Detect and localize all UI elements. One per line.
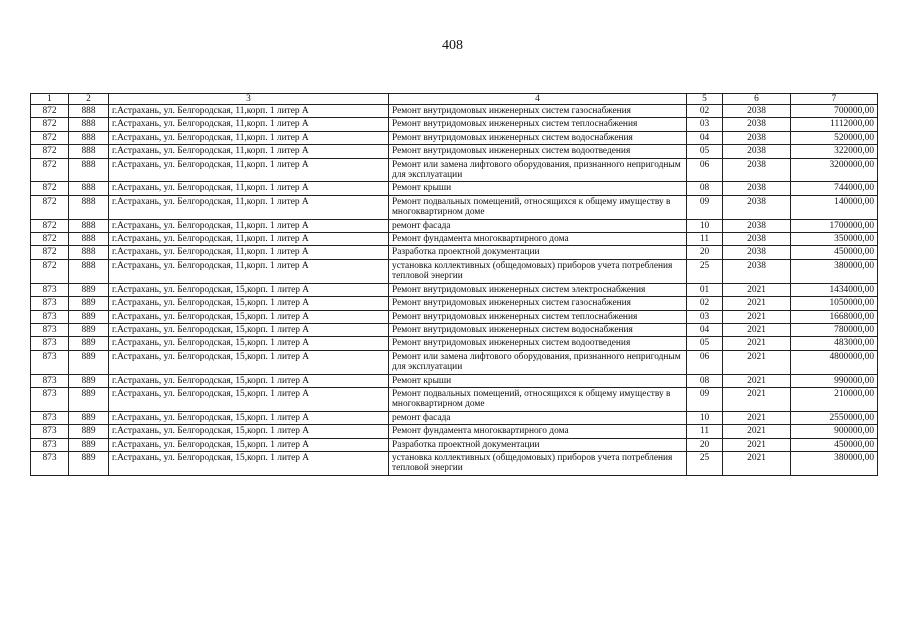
page-number: 408 <box>442 38 463 53</box>
cell-record-number: 873 <box>31 411 69 424</box>
cell-work-type: Ремонт внутридомовых инженерных систем водоотведения <box>389 337 687 350</box>
cell-work-type: Ремонт внутридомовых инженерных систем водоотведения <box>389 145 687 158</box>
cell-address: г.Астрахань, ул. Белгородская, 15,корп. 1 литер А <box>109 425 389 438</box>
cell-work-type: установка коллективных (общедомовых) приборов учета потребления тепловой энергии <box>389 259 687 283</box>
cell-work-type: ремонт фасада <box>389 219 687 232</box>
table-row <box>31 337 878 350</box>
cell-cost: 380000,00 <box>791 451 878 475</box>
cell-year: 2021 <box>723 387 791 411</box>
cell-house-id: 889 <box>69 337 109 350</box>
cell-house-id: 888 <box>69 195 109 219</box>
column-header: 1 <box>31 94 69 105</box>
cell-year: 2021 <box>723 323 791 336</box>
table-row <box>31 145 878 158</box>
cell-address: г.Астрахань, ул. Белгородская, 11,корп. 1 литер А <box>109 195 389 219</box>
cell-record-number: 872 <box>31 233 69 246</box>
cell-house-id: 889 <box>69 451 109 475</box>
cell-address: г.Астрахань, ул. Белгородская, 15,корп. 1 литер А <box>109 297 389 310</box>
cell-year: 2021 <box>723 425 791 438</box>
cell-house-id: 889 <box>69 387 109 411</box>
cell-cost: 1050000,00 <box>791 297 878 310</box>
cell-address: г.Астрахань, ул. Белгородская, 15,корп. 1 литер А <box>109 310 389 323</box>
table-row <box>31 451 878 475</box>
table-row <box>31 323 878 336</box>
cell-record-number: 873 <box>31 310 69 323</box>
cell-year: 2038 <box>723 246 791 259</box>
cell-record-number: 872 <box>31 246 69 259</box>
cell-house-id: 888 <box>69 105 109 118</box>
column-header: 4 <box>389 94 687 105</box>
cell-address: г.Астрахань, ул. Белгородская, 11,корп. 1 литер А <box>109 246 389 259</box>
cell-work-type: Ремонт или замена лифтового оборудования, признанного непригодным для эксплуатации <box>389 350 687 374</box>
cell-house-id: 888 <box>69 246 109 259</box>
cell-work-type: Ремонт внутридомовых инженерных систем газоснабжения <box>389 297 687 310</box>
cell-year: 2038 <box>723 105 791 118</box>
cell-record-number: 872 <box>31 158 69 182</box>
cell-work-code: 03 <box>687 118 723 131</box>
cell-year: 2038 <box>723 131 791 144</box>
cell-work-code: 20 <box>687 438 723 451</box>
cell-address: г.Астрахань, ул. Белгородская, 15,корп. 1 литер А <box>109 438 389 451</box>
cell-work-type: Ремонт внутридомовых инженерных систем теплоснабжения <box>389 310 687 323</box>
cell-work-code: 02 <box>687 297 723 310</box>
cell-house-id: 888 <box>69 182 109 195</box>
header-row <box>31 94 878 105</box>
cell-record-number: 873 <box>31 451 69 475</box>
cell-house-id: 889 <box>69 425 109 438</box>
cell-house-id: 888 <box>69 131 109 144</box>
cell-work-code: 04 <box>687 323 723 336</box>
cell-year: 2021 <box>723 411 791 424</box>
cell-record-number: 872 <box>31 118 69 131</box>
cell-address: г.Астрахань, ул. Белгородская, 11,корп. 1 литер А <box>109 105 389 118</box>
cell-work-code: 08 <box>687 182 723 195</box>
cell-cost: 1700000,00 <box>791 219 878 232</box>
cell-work-code: 06 <box>687 350 723 374</box>
cell-cost: 4800000,00 <box>791 350 878 374</box>
cell-house-id: 889 <box>69 438 109 451</box>
cell-work-type: Ремонт подвальных помещений, относящихся к общему имуществу в многоквартирном доме <box>389 195 687 219</box>
cell-year: 2038 <box>723 118 791 131</box>
cell-record-number: 873 <box>31 297 69 310</box>
table-row <box>31 182 878 195</box>
cell-record-number: 873 <box>31 350 69 374</box>
cell-house-id: 888 <box>69 233 109 246</box>
cell-house-id: 889 <box>69 297 109 310</box>
column-header: 2 <box>69 94 109 105</box>
cell-work-type: установка коллективных (общедомовых) приборов учета потребления тепловой энергии <box>389 451 687 475</box>
cell-cost: 483000,00 <box>791 337 878 350</box>
table-row <box>31 233 878 246</box>
table-row <box>31 105 878 118</box>
cell-work-type: Ремонт фундамента многоквартирного дома <box>389 425 687 438</box>
cell-work-code: 05 <box>687 337 723 350</box>
cell-address: г.Астрахань, ул. Белгородская, 11,корп. 1 литер А <box>109 118 389 131</box>
cell-work-code: 02 <box>687 105 723 118</box>
table-row <box>31 246 878 259</box>
cell-work-type: Ремонт внутридомовых инженерных систем газоснабжения <box>389 105 687 118</box>
cell-year: 2021 <box>723 350 791 374</box>
cell-work-type: Ремонт внутридомовых инженерных систем водоснабжения <box>389 323 687 336</box>
cell-house-id: 889 <box>69 283 109 296</box>
cell-year: 2038 <box>723 195 791 219</box>
cell-address: г.Астрахань, ул. Белгородская, 11,корп. 1 литер А <box>109 259 389 283</box>
cell-work-type: Ремонт подвальных помещений, относящихся к общему имуществу в многоквартирном доме <box>389 387 687 411</box>
table-row <box>31 374 878 387</box>
table-row <box>31 158 878 182</box>
cell-work-code: 10 <box>687 219 723 232</box>
table-row <box>31 283 878 296</box>
cell-address: г.Астрахань, ул. Белгородская, 15,корп. 1 литер А <box>109 350 389 374</box>
cell-work-code: 09 <box>687 195 723 219</box>
cell-house-id: 888 <box>69 259 109 283</box>
cell-work-type: Ремонт или замена лифтового оборудования, признанного непригодным для эксплуатации <box>389 158 687 182</box>
cell-work-code: 20 <box>687 246 723 259</box>
cell-cost: 780000,00 <box>791 323 878 336</box>
cell-work-type: Ремонт внутридомовых инженерных систем электроснабжения <box>389 283 687 296</box>
cell-house-id: 889 <box>69 374 109 387</box>
cell-cost: 700000,00 <box>791 105 878 118</box>
table-row <box>31 387 878 411</box>
cell-record-number: 873 <box>31 387 69 411</box>
table-row <box>31 350 878 374</box>
cell-record-number: 873 <box>31 323 69 336</box>
cell-address: г.Астрахань, ул. Белгородская, 15,корп. 1 литер А <box>109 323 389 336</box>
cell-work-code: 11 <box>687 425 723 438</box>
cell-work-type: Разработка проектной документации <box>389 246 687 259</box>
cell-record-number: 872 <box>31 259 69 283</box>
cell-cost: 2550000,00 <box>791 411 878 424</box>
cell-record-number: 872 <box>31 219 69 232</box>
cell-work-code: 04 <box>687 131 723 144</box>
cell-work-code: 01 <box>687 283 723 296</box>
cell-address: г.Астрахань, ул. Белгородская, 11,корп. 1 литер А <box>109 182 389 195</box>
cell-record-number: 873 <box>31 337 69 350</box>
cell-year: 2038 <box>723 259 791 283</box>
cell-year: 2038 <box>723 145 791 158</box>
cell-work-code: 25 <box>687 451 723 475</box>
cell-address: г.Астрахань, ул. Белгородская, 15,корп. 1 литер А <box>109 451 389 475</box>
cell-work-type: Ремонт крыши <box>389 374 687 387</box>
table-header <box>31 94 878 105</box>
cell-house-id: 889 <box>69 323 109 336</box>
cell-work-code: 08 <box>687 374 723 387</box>
cell-work-type: Ремонт внутридомовых инженерных систем теплоснабжения <box>389 118 687 131</box>
cell-record-number: 873 <box>31 438 69 451</box>
cell-cost: 990000,00 <box>791 374 878 387</box>
cell-year: 2021 <box>723 374 791 387</box>
cell-work-code: 03 <box>687 310 723 323</box>
cell-work-code: 25 <box>687 259 723 283</box>
cell-cost: 140000,00 <box>791 195 878 219</box>
cell-year: 2038 <box>723 158 791 182</box>
table-row <box>31 438 878 451</box>
cell-cost: 350000,00 <box>791 233 878 246</box>
cell-house-id: 888 <box>69 145 109 158</box>
cell-record-number: 872 <box>31 145 69 158</box>
cell-work-type: Разработка проектной документации <box>389 438 687 451</box>
cell-address: г.Астрахань, ул. Белгородская, 15,корп. 1 литер А <box>109 387 389 411</box>
cell-cost: 744000,00 <box>791 182 878 195</box>
cell-address: г.Астрахань, ул. Белгородская, 15,корп. 1 литер А <box>109 283 389 296</box>
cell-year: 2021 <box>723 310 791 323</box>
cell-work-type: ремонт фасада <box>389 411 687 424</box>
cell-address: г.Астрахань, ул. Белгородская, 11,корп. 1 литер А <box>109 158 389 182</box>
table-row <box>31 297 878 310</box>
cell-cost: 1112000,00 <box>791 118 878 131</box>
registry-table <box>30 93 878 476</box>
table-row <box>31 118 878 131</box>
cell-year: 2021 <box>723 283 791 296</box>
cell-work-type: Ремонт крыши <box>389 182 687 195</box>
cell-cost: 1668000,00 <box>791 310 878 323</box>
cell-year: 2038 <box>723 182 791 195</box>
column-header: 3 <box>109 94 389 105</box>
column-header: 6 <box>723 94 791 105</box>
cell-record-number: 872 <box>31 105 69 118</box>
cell-cost: 450000,00 <box>791 438 878 451</box>
cell-address: г.Астрахань, ул. Белгородская, 15,корп. 1 литер А <box>109 411 389 424</box>
cell-year: 2021 <box>723 297 791 310</box>
cell-address: г.Астрахань, ул. Белгородская, 11,корп. 1 литер А <box>109 219 389 232</box>
cell-work-code: 09 <box>687 387 723 411</box>
table-row <box>31 425 878 438</box>
cell-house-id: 889 <box>69 350 109 374</box>
cell-work-code: 10 <box>687 411 723 424</box>
table-row <box>31 219 878 232</box>
cell-record-number: 872 <box>31 182 69 195</box>
cell-work-code: 06 <box>687 158 723 182</box>
cell-house-id: 889 <box>69 310 109 323</box>
table-row <box>31 259 878 283</box>
cell-year: 2021 <box>723 438 791 451</box>
table-row <box>31 131 878 144</box>
cell-record-number: 872 <box>31 131 69 144</box>
cell-year: 2038 <box>723 219 791 232</box>
cell-cost: 1434000,00 <box>791 283 878 296</box>
cell-address: г.Астрахань, ул. Белгородская, 11,корп. 1 литер А <box>109 233 389 246</box>
cell-record-number: 873 <box>31 425 69 438</box>
cell-record-number: 873 <box>31 283 69 296</box>
cell-record-number: 873 <box>31 374 69 387</box>
cell-house-id: 888 <box>69 158 109 182</box>
cell-work-type: Ремонт внутридомовых инженерных систем водоснабжения <box>389 131 687 144</box>
cell-record-number: 872 <box>31 195 69 219</box>
table-body <box>31 105 878 476</box>
cell-address: г.Астрахань, ул. Белгородская, 11,корп. 1 литер А <box>109 145 389 158</box>
column-header: 5 <box>687 94 723 105</box>
cell-cost: 322000,00 <box>791 145 878 158</box>
cell-cost: 450000,00 <box>791 246 878 259</box>
cell-work-code: 11 <box>687 233 723 246</box>
cell-address: г.Астрахань, ул. Белгородская, 11,корп. 1 литер А <box>109 131 389 144</box>
cell-cost: 900000,00 <box>791 425 878 438</box>
cell-house-id: 888 <box>69 118 109 131</box>
cell-house-id: 888 <box>69 219 109 232</box>
table-row <box>31 310 878 323</box>
cell-work-type: Ремонт фундамента многоквартирного дома <box>389 233 687 246</box>
cell-house-id: 889 <box>69 411 109 424</box>
cell-cost: 210000,00 <box>791 387 878 411</box>
table-row <box>31 411 878 424</box>
table-row <box>31 195 878 219</box>
cell-cost: 520000,00 <box>791 131 878 144</box>
cell-year: 2021 <box>723 337 791 350</box>
cell-address: г.Астрахань, ул. Белгородская, 15,корп. 1 литер А <box>109 337 389 350</box>
cell-cost: 3200000,00 <box>791 158 878 182</box>
cell-work-code: 05 <box>687 145 723 158</box>
cell-year: 2021 <box>723 451 791 475</box>
cell-cost: 380000,00 <box>791 259 878 283</box>
cell-address: г.Астрахань, ул. Белгородская, 15,корп. 1 литер А <box>109 374 389 387</box>
cell-year: 2038 <box>723 233 791 246</box>
column-header: 7 <box>791 94 878 105</box>
